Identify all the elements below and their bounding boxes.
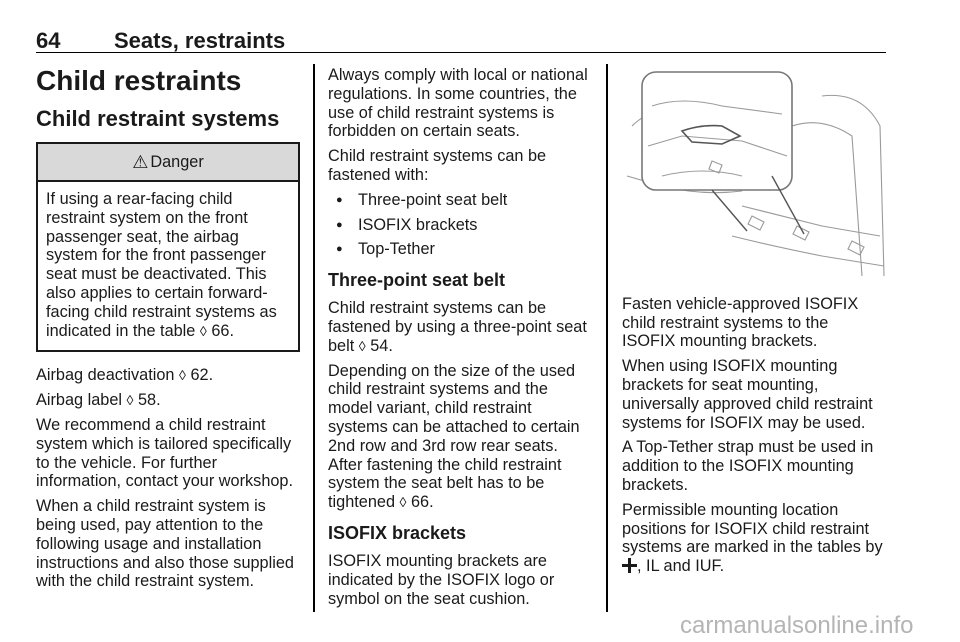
column-divider <box>313 64 315 612</box>
page-ref-icon: ◊ <box>199 322 207 339</box>
danger-body <box>38 182 298 350</box>
paragraph: ISOFIX mounting brackets are indicated by the ISOFIX logo or symbol on the seat cushion. <box>328 551 555 608</box>
column-2 <box>328 66 592 614</box>
page-ref-icon: ◊ <box>358 337 366 354</box>
paragraph-text: Airbag label <box>36 391 122 410</box>
danger-box <box>36 142 300 352</box>
danger-ref: 66. <box>211 321 234 340</box>
warning-triangle-icon: ⚠ <box>132 151 149 172</box>
list-item: ● ISOFIX brackets <box>328 216 592 235</box>
column-divider <box>606 64 608 612</box>
paragraph-text: Permissible mounting location positions for ISOFIX child restraint systems are marked in the tables by <box>622 500 883 557</box>
paragraph-text: Airbag deactivation <box>36 366 175 385</box>
list-item: ● Three-point seat belt <box>328 191 592 210</box>
fastening-list <box>328 191 592 259</box>
danger-text: If using a rear-facing child restraint system on the front passenger seat, the airbag system for the front passenger seat must be deactivated. This also applies to certain forward-facing child restraint systems as indicated in the table <box>46 190 277 340</box>
paragraph: A Top-Tether strap must be used in addition to the ISOFIX mounting brackets. <box>622 438 874 494</box>
watermark: carmanualsonline.info <box>680 612 914 639</box>
list-item: ● Top-Tether <box>328 240 592 259</box>
page-ref-icon: ◊ <box>399 494 407 511</box>
paragraph: Child restraint systems can be fastened with: <box>328 147 547 184</box>
page-ref-icon: ◊ <box>179 367 186 384</box>
page-ref[interactable]: 66. <box>410 493 434 512</box>
page-header <box>36 28 886 53</box>
paragraph <box>328 362 592 512</box>
isofix-illustration <box>622 66 886 276</box>
section-title: Child restraints <box>36 65 242 96</box>
isofix-symbol-icon <box>622 558 637 573</box>
column-1 <box>36 66 300 597</box>
paragraph: When a child restraint system is being used, pay attention to the following usage and installation instructions and also those supplied with the child restraint system. <box>36 497 294 591</box>
paragraph: We recommend a child restraint system which is tailored specifically to the vehicle. For further information, contact your workshop. <box>36 415 294 491</box>
paragraph <box>36 366 300 385</box>
paragraph: Fasten vehicle-approved ISOFIX child restraint systems to the ISOFIX mounting brackets. <box>622 294 859 351</box>
chapter-title: Seats, restraints <box>114 28 286 53</box>
page-ref[interactable]: 58. <box>137 391 161 410</box>
danger-label: Danger <box>150 152 204 171</box>
paragraph <box>622 501 886 576</box>
page-number: 64 <box>36 28 61 53</box>
paragraph <box>328 299 592 355</box>
paragraph: When using ISOFIX mounting brackets for seat mounting, universally approved child restraint systems for ISOFIX may be used. <box>622 357 873 432</box>
paragraph-text: Child restraint systems can be fastened by using a three-point seat belt <box>328 299 587 355</box>
page-ref[interactable]: 62. <box>190 366 214 385</box>
paragraph-text: Depending on the size of the used child restraint systems and the model variant, child restraint systems can be attached to certain 2nd row and 3rd row rear seats. After fastening the child restraint system the seat belt has to be tightened <box>328 361 580 512</box>
page-ref[interactable]: 54. <box>370 336 393 355</box>
paragraph-text: , IL and IUF. <box>637 557 725 576</box>
heading-three-point-belt: Three-point seat belt <box>328 270 506 291</box>
heading-isofix: ISOFIX brackets <box>328 522 467 543</box>
danger-header <box>38 144 298 182</box>
subsection-title: Child restraint systems <box>36 106 280 131</box>
paragraph <box>36 391 300 410</box>
paragraph: Always comply with local or national regulations. In some countries, the use of child restraint systems is forbidden on certain seats. <box>328 66 588 141</box>
column-3 <box>622 66 886 582</box>
page-ref-icon: ◊ <box>126 392 134 409</box>
